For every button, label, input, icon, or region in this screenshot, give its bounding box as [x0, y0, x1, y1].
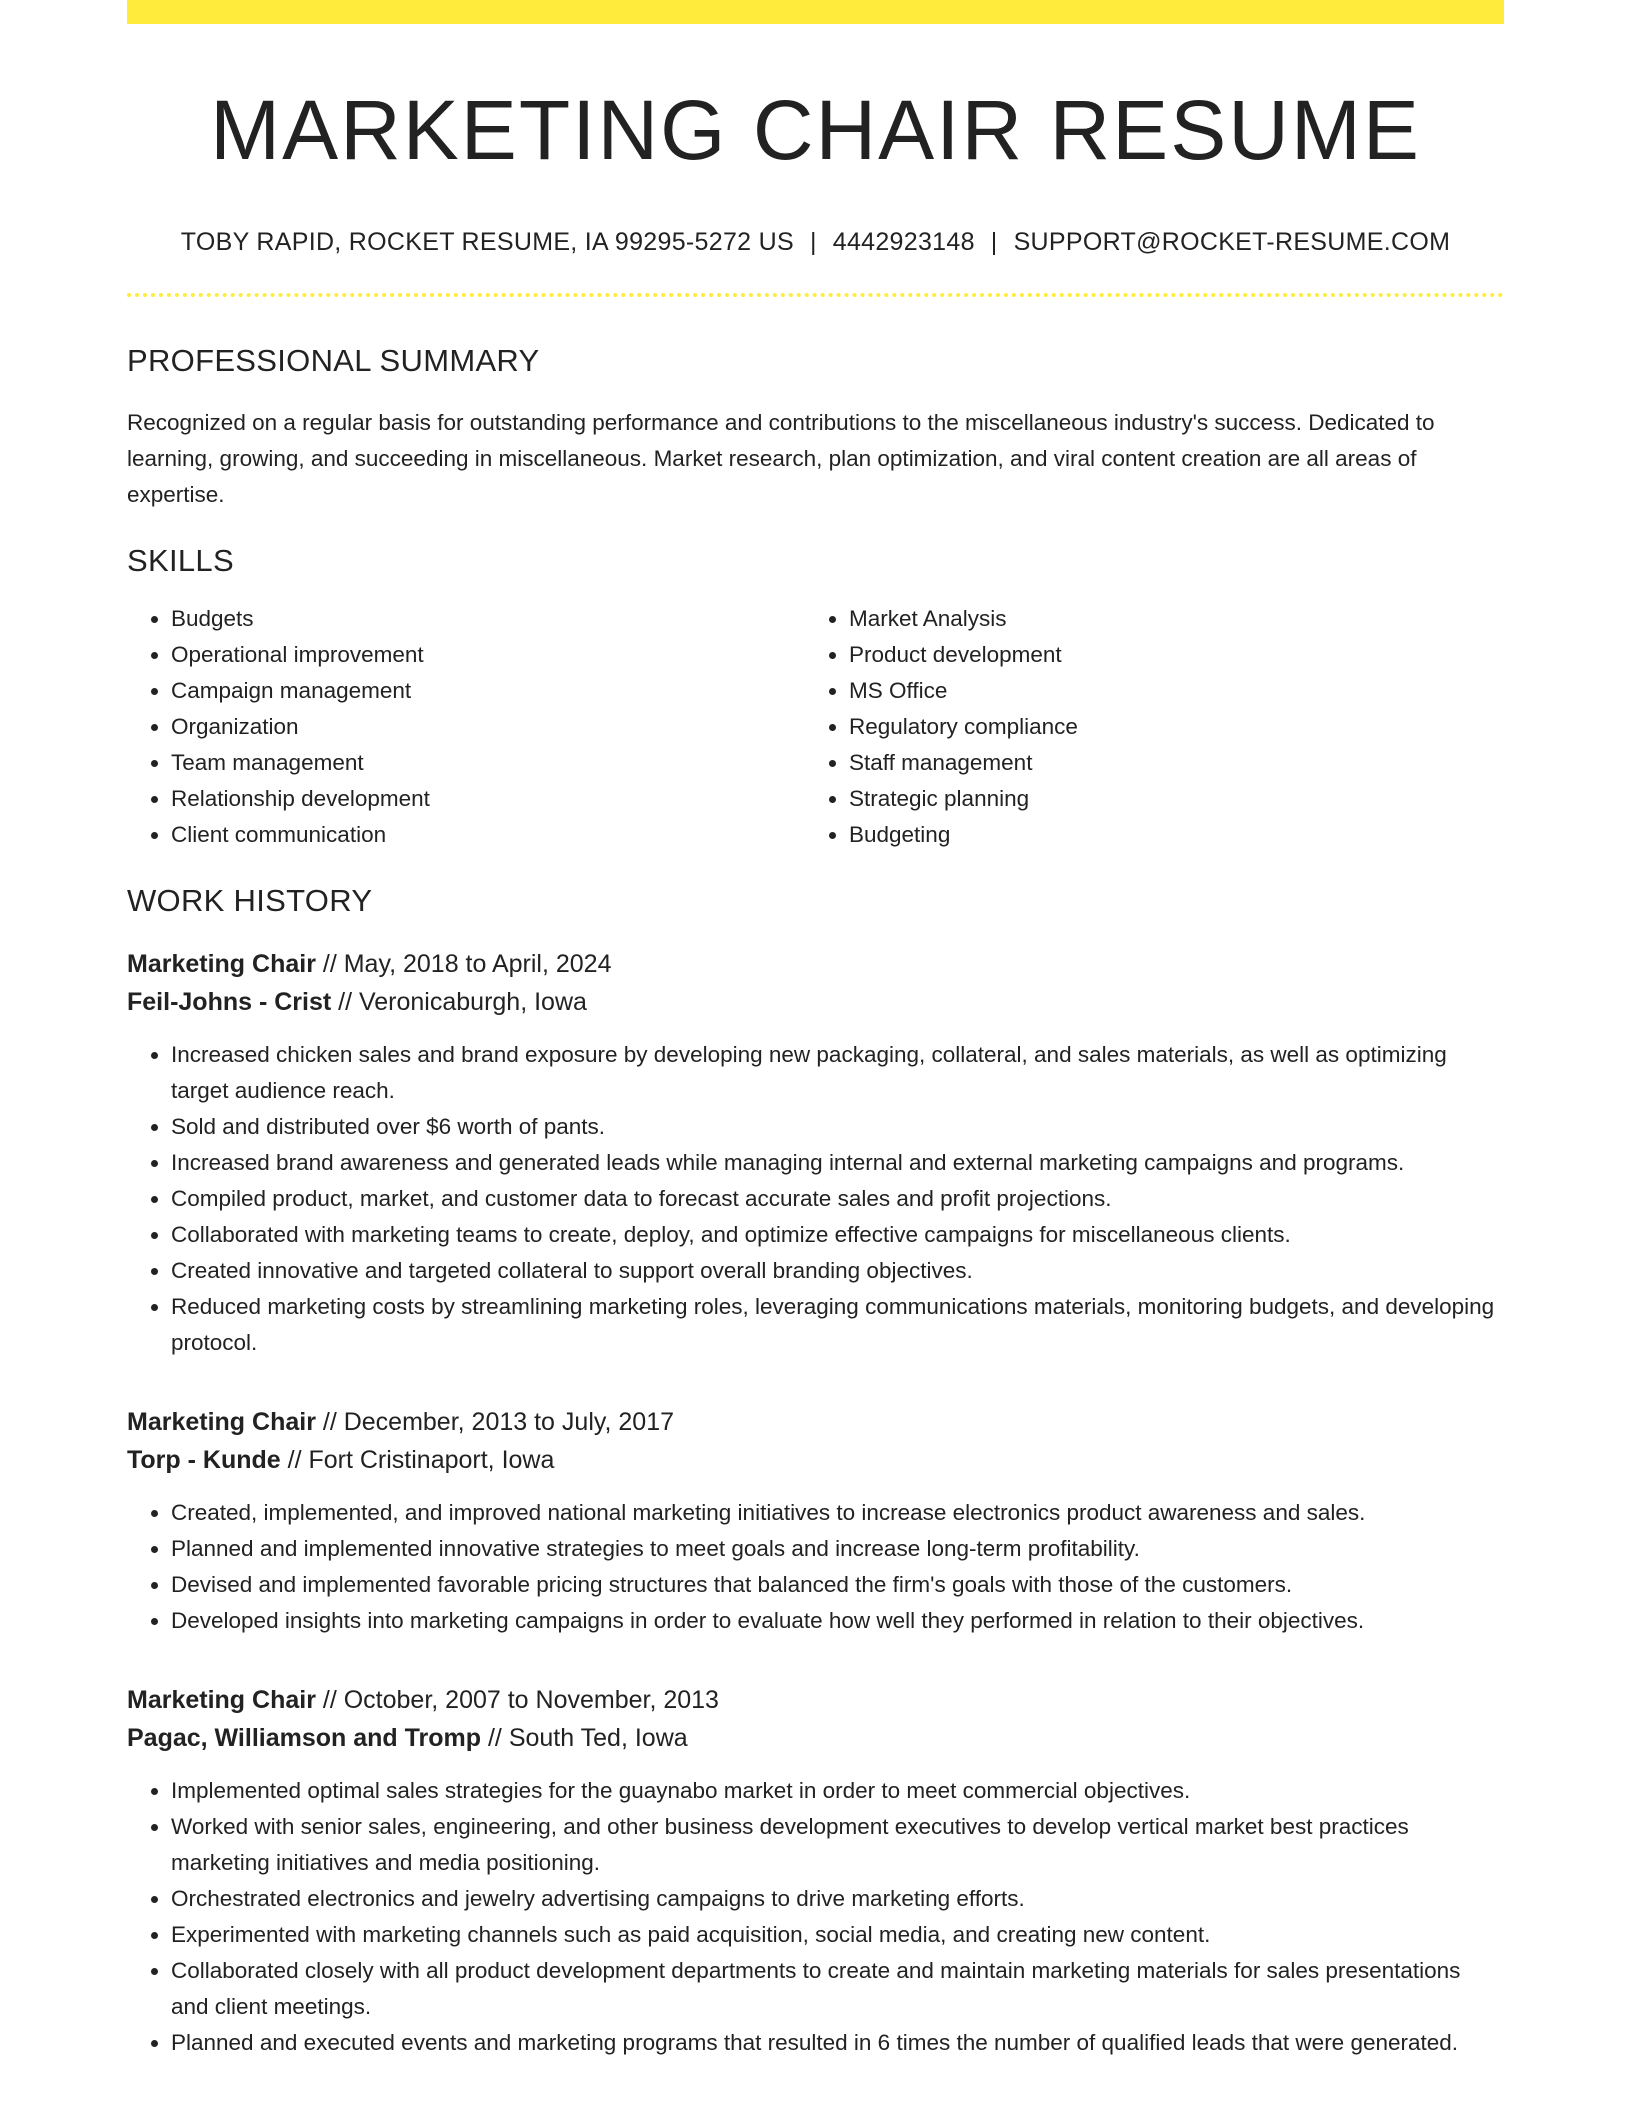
job-bullet: • Collaborated closely with all product development departments to create and maintain marketing materials for sales presentations and client meetings.: [171, 1953, 1504, 2025]
job-bullets: [127, 1037, 1504, 1361]
skills-heading: SKILLS: [127, 543, 234, 579]
job-title-line: [127, 1681, 1504, 1719]
resume-title: MARKETING CHAIR RESUME: [210, 83, 1421, 177]
job-bullet: • Devised and implemented favorable pricing structures that balanced the firm's goals with those of the customers.: [171, 1567, 1504, 1603]
job-bullet: • Created, implemented, and improved national marketing initiatives to increase electronics product awareness and sales.: [171, 1495, 1504, 1531]
job-company: Torp - Kunde: [127, 1446, 281, 1475]
header-divider: [127, 293, 1504, 297]
skills-column-right: [805, 601, 1483, 853]
contact-line: [127, 228, 1504, 257]
job-company-line: [127, 1441, 1504, 1479]
job-entry: [127, 945, 1504, 1361]
job-title: Marketing Chair: [127, 1686, 316, 1715]
resume-page: [127, 0, 1504, 2061]
skills-list: [127, 601, 1504, 853]
job-company: Pagac, Williamson and Tromp: [127, 1724, 482, 1753]
job-title: Marketing Chair: [127, 1408, 316, 1437]
skill-item: • Relationship development: [171, 781, 805, 817]
contact-email: SUPPORT@ROCKET-RESUME.COM: [1013, 228, 1451, 257]
job-bullet: • Orchestrated electronics and jewelry advertising campaigns to drive marketing efforts.: [171, 1881, 1504, 1917]
skill-item: • Product development: [849, 637, 1483, 673]
skill-item: • Staff management: [849, 745, 1483, 781]
accent-top-bar: [127, 0, 1504, 24]
job-bullet: • Experimented with marketing channels such as paid acquisition, social media, and creating new content.: [171, 1917, 1504, 1953]
job-company-line: [127, 983, 1504, 1021]
job-title-line: [127, 1403, 1504, 1441]
contact-separator: |: [809, 228, 817, 257]
job-title-line: [127, 945, 1504, 983]
skill-item: • Market Analysis: [849, 601, 1483, 637]
skill-item: • Operational improvement: [171, 637, 805, 673]
job-entry: [127, 1403, 1504, 1639]
job-bullet: • Reduced marketing costs by streamlining marketing roles, leveraging communications materials, monitoring budgets, and developing protocol.: [171, 1289, 1504, 1361]
job-bullet: • Increased brand awareness and generated leads while managing internal and external marketing campaigns and programs.: [171, 1145, 1504, 1181]
skills-column-left: [127, 601, 805, 853]
job-bullets: [127, 1773, 1504, 2061]
contact-phone: 4442923148: [832, 228, 975, 257]
skill-item: • Strategic planning: [849, 781, 1483, 817]
skill-item: • Budgets: [171, 601, 805, 637]
job-bullet: • Created innovative and targeted collateral to support overall branding objectives.: [171, 1253, 1504, 1289]
job-location: // South Ted, Iowa: [481, 1724, 688, 1753]
contact-address: TOBY RAPID, ROCKET RESUME, IA 99295-5272 US: [180, 228, 794, 257]
job-bullet: • Sold and distributed over $6 worth of pants.: [171, 1109, 1504, 1145]
job-bullet: • Increased chicken sales and brand exposure by developing new packaging, collateral, and sales materials, as well as optimizing target audience reach.: [171, 1037, 1504, 1109]
skill-item: • Campaign management: [171, 673, 805, 709]
skill-item: • Client communication: [171, 817, 805, 853]
job-bullets: [127, 1495, 1504, 1639]
work-history-heading: WORK HISTORY: [127, 883, 373, 919]
skill-item: • Budgeting: [849, 817, 1483, 853]
job-bullet: • Compiled product, market, and customer data to forecast accurate sales and profit projections.: [171, 1181, 1504, 1217]
summary-text: Recognized on a regular basis for outstanding performance and contributions to the miscellaneous industry's success. Dedicated to learning, growing, and succeeding in miscellaneous. Market research, plan optimization, and viral content creation are all areas of expertise.: [127, 410, 1435, 508]
job-location: // Veronicaburgh, Iowa: [331, 988, 587, 1017]
job-dates: // December, 2013 to July, 2017: [315, 1408, 675, 1437]
job-company: Feil-Johns - Crist: [127, 988, 332, 1017]
job-dates: // May, 2018 to April, 2024: [315, 950, 612, 979]
job-bullet: • Planned and implemented innovative strategies to meet goals and increase long-term profitability.: [171, 1531, 1504, 1567]
skill-item: • Organization: [171, 709, 805, 745]
skill-item: • Regulatory compliance: [849, 709, 1483, 745]
job-bullet: • Developed insights into marketing campaigns in order to evaluate how well they performed in relation to their objectives.: [171, 1603, 1504, 1639]
job-location: // Fort Cristinaport, Iowa: [280, 1446, 555, 1475]
job-bullet: • Implemented optimal sales strategies for the guaynabo market in order to meet commercial objectives.: [171, 1773, 1504, 1809]
job-bullet: • Collaborated with marketing teams to create, deploy, and optimize effective campaigns for miscellaneous clients.: [171, 1217, 1504, 1253]
job-title: Marketing Chair: [127, 950, 316, 979]
job-company-line: [127, 1719, 1504, 1757]
contact-separator: |: [990, 228, 998, 257]
job-bullet: • Planned and executed events and marketing programs that resulted in 6 times the number of qualified leads that were generated.: [171, 2025, 1504, 2061]
summary-heading: PROFESSIONAL SUMMARY: [127, 343, 540, 379]
skill-item: • MS Office: [849, 673, 1483, 709]
job-dates: // October, 2007 to November, 2013: [315, 1686, 719, 1715]
job-entry: [127, 1681, 1504, 2061]
job-bullet: • Worked with senior sales, engineering, and other business development executives to develop vertical market best practices marketing initiatives and media positioning.: [171, 1809, 1504, 1881]
skill-item: • Team management: [171, 745, 805, 781]
